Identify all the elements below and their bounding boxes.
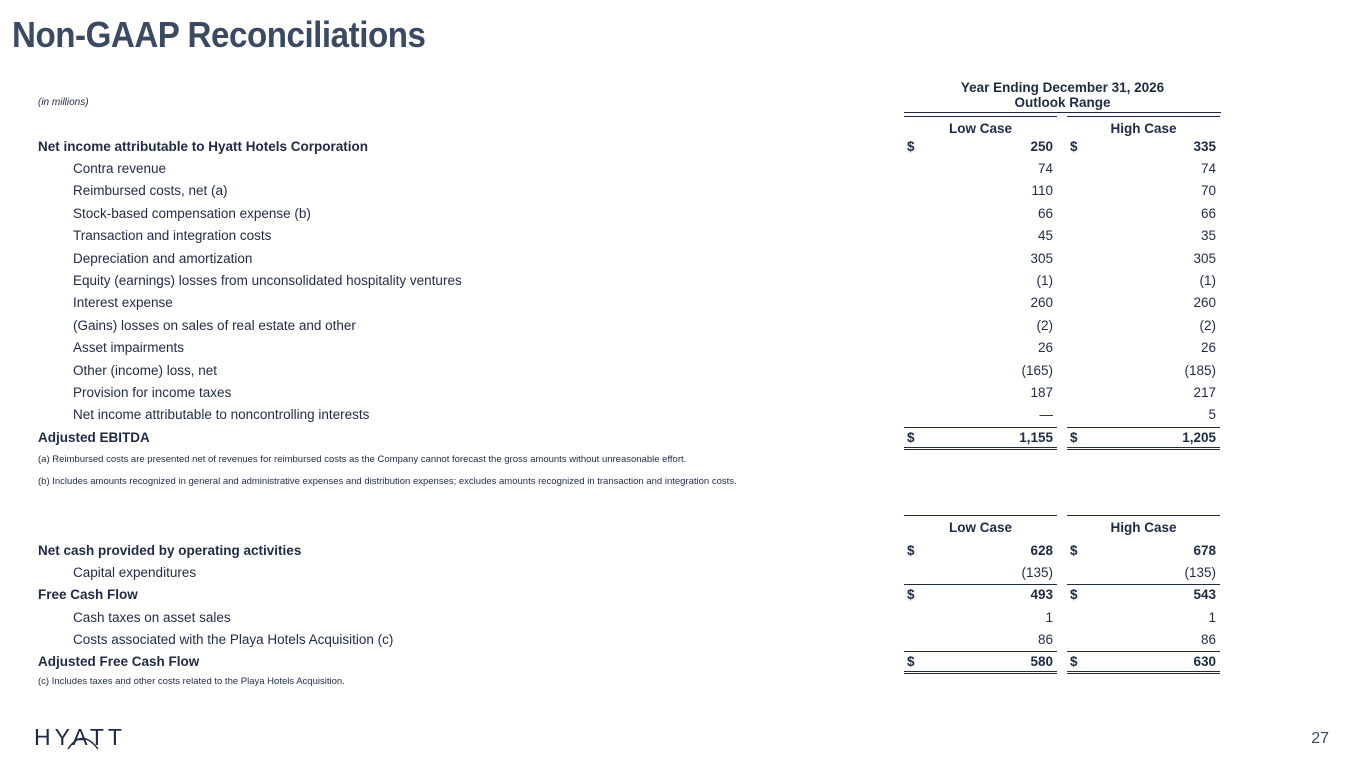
table-row — [0, 180, 1365, 202]
low-case-value: 187 — [1030, 385, 1053, 400]
ebitda-high-case-header: High Case — [1067, 116, 1220, 135]
currency-symbol: $ — [907, 139, 915, 154]
low-case-value: 66 — [1037, 206, 1053, 221]
low-case-value: 110 — [1031, 183, 1053, 198]
row-label: Cash taxes on asset sales — [73, 610, 231, 625]
row-label: Adjusted Free Cash Flow — [38, 654, 200, 669]
hyatt-logo-text: HYATT — [34, 724, 126, 750]
currency-symbol: $ — [1070, 543, 1078, 558]
low-case-value: — — [1039, 407, 1053, 422]
high-case-cell — [1067, 315, 1220, 337]
table-row — [0, 629, 1365, 651]
high-case-cell — [1067, 562, 1220, 584]
row-label: Stock-based compensation expense (b) — [73, 206, 311, 221]
row-label: Interest expense — [73, 295, 173, 310]
high-case-value: 66 — [1200, 206, 1216, 221]
fcf-high-case-header: High Case — [1067, 515, 1220, 534]
high-case-value: 70 — [1200, 183, 1216, 198]
low-case-value: (135) — [1021, 565, 1053, 580]
period-header — [904, 80, 1221, 110]
low-case-value: 260 — [1030, 295, 1053, 310]
table-row — [0, 607, 1365, 629]
low-case-value: 305 — [1030, 251, 1053, 266]
high-case-cell — [1067, 248, 1220, 270]
footnote-a: (a) Reimbursed costs are presented net of revenues for reimbursed costs as the Company cannot forecast the gross amounts without unreasonable effort. — [38, 454, 687, 465]
row-label: Adjusted EBITDA — [38, 430, 150, 445]
currency-symbol: $ — [1070, 654, 1078, 669]
table-row — [0, 136, 1365, 158]
high-case-cell — [1067, 404, 1220, 426]
high-case-value: 74 — [1200, 161, 1216, 176]
currency-symbol: $ — [907, 543, 915, 558]
table-row — [0, 382, 1365, 404]
hyatt-logo — [34, 722, 130, 752]
high-case-value: 543 — [1193, 587, 1216, 602]
row-label: (Gains) losses on sales of real estate and other — [73, 318, 356, 333]
table-row — [0, 540, 1365, 562]
table-row — [0, 404, 1365, 426]
low-case-value: 493 — [1030, 587, 1053, 602]
high-case-value: 260 — [1193, 295, 1216, 310]
currency-symbol: $ — [1070, 430, 1078, 445]
table-row — [0, 360, 1365, 382]
low-case-cell — [904, 270, 1057, 292]
row-label: Provision for income taxes — [73, 385, 232, 400]
fcf-low-case-header: Low Case — [904, 515, 1057, 534]
period-header-rule — [904, 112, 1221, 113]
table-row — [0, 562, 1365, 584]
low-case-cell — [904, 629, 1057, 651]
units-note: (in millions) — [38, 97, 89, 108]
low-case-cell — [904, 315, 1057, 337]
table-row — [0, 248, 1365, 270]
table-row-subtotal — [0, 584, 1365, 606]
page-number: 27 — [1311, 730, 1329, 747]
high-case-cell — [1067, 270, 1220, 292]
row-label: Contra revenue — [73, 161, 167, 176]
high-case-cell — [1067, 180, 1220, 202]
high-case-cell — [1067, 540, 1220, 562]
row-label: Reimbursed costs, net (a) — [73, 183, 228, 198]
period-header-line1: Year Ending December 31, 2026 — [960, 80, 1165, 95]
row-label: Equity (earnings) losses from unconsolidated hospitality ventures — [73, 273, 462, 288]
low-case-value: 580 — [1030, 654, 1053, 669]
high-case-value: (1) — [1199, 273, 1216, 288]
high-case-value: 217 — [1193, 385, 1216, 400]
table-row — [0, 158, 1365, 180]
row-label: Net cash provided by operating activities — [38, 543, 302, 558]
low-case-value: 628 — [1030, 543, 1053, 558]
high-case-value: (2) — [1199, 318, 1216, 333]
high-case-value: 26 — [1200, 340, 1216, 355]
high-case-cell — [1067, 203, 1220, 225]
high-case-cell — [1067, 382, 1220, 404]
low-case-cell — [904, 540, 1057, 562]
currency-symbol: $ — [907, 654, 915, 669]
low-case-cell — [904, 337, 1057, 359]
high-case-value: 35 — [1200, 228, 1216, 243]
low-case-value: (2) — [1036, 318, 1053, 333]
low-case-value: 86 — [1037, 632, 1053, 647]
low-case-cell — [904, 607, 1057, 629]
row-label: Other (income) loss, net — [73, 363, 218, 378]
row-label: Transaction and integration costs — [73, 228, 272, 243]
low-case-cell — [904, 292, 1057, 314]
high-case-cell — [1067, 292, 1220, 314]
high-case-cell — [1067, 337, 1220, 359]
low-case-value: (165) — [1021, 363, 1053, 378]
table-row — [0, 337, 1365, 359]
table-row — [0, 225, 1365, 247]
low-case-cell — [904, 584, 1057, 607]
table-row-total — [0, 651, 1365, 673]
low-case-value: 1,155 — [1019, 430, 1053, 445]
high-case-value: 305 — [1193, 251, 1216, 266]
footnote-c: (c) Includes taxes and other costs related to the Playa Hotels Acquisition. — [38, 676, 345, 687]
low-case-cell — [904, 382, 1057, 404]
low-case-cell — [904, 651, 1057, 674]
high-case-value: 86 — [1200, 632, 1216, 647]
low-case-cell — [904, 427, 1057, 450]
high-case-value: (135) — [1184, 565, 1216, 580]
low-case-value: 74 — [1037, 161, 1053, 176]
low-case-value: 45 — [1037, 228, 1053, 243]
high-case-value: 1,205 — [1182, 430, 1216, 445]
currency-symbol: $ — [1070, 139, 1078, 154]
table-row — [0, 292, 1365, 314]
low-case-cell — [904, 136, 1057, 158]
high-case-value: 1 — [1208, 610, 1216, 625]
currency-symbol: $ — [907, 430, 915, 445]
high-case-cell — [1067, 629, 1220, 651]
high-case-value: 630 — [1193, 654, 1216, 669]
low-case-cell — [904, 203, 1057, 225]
row-label: Asset impairments — [73, 340, 185, 355]
high-case-cell — [1067, 360, 1220, 382]
low-case-cell — [904, 404, 1057, 426]
footnote-b: (b) Includes amounts recognized in general and administrative expenses and distribution expenses; excludes amounts recognized in transaction and integration costs. — [38, 476, 737, 487]
high-case-value: 678 — [1193, 543, 1216, 558]
high-case-value: 335 — [1193, 139, 1216, 154]
low-case-value: (1) — [1036, 273, 1053, 288]
high-case-cell — [1067, 584, 1220, 607]
high-case-cell — [1067, 136, 1220, 158]
high-case-cell — [1067, 607, 1220, 629]
currency-symbol: $ — [907, 587, 915, 602]
high-case-cell — [1067, 158, 1220, 180]
table-row-total — [0, 427, 1365, 449]
low-case-cell — [904, 248, 1057, 270]
row-label: Capital expenditures — [73, 565, 197, 580]
low-case-cell — [904, 360, 1057, 382]
high-case-value: 5 — [1208, 407, 1216, 422]
low-case-cell — [904, 180, 1057, 202]
page-title: Non-GAAP Reconciliations — [12, 14, 426, 55]
low-case-cell — [904, 158, 1057, 180]
low-case-value: 1 — [1045, 610, 1053, 625]
table-row — [0, 270, 1365, 292]
low-case-cell — [904, 562, 1057, 584]
table-row — [0, 203, 1365, 225]
high-case-cell — [1067, 651, 1220, 674]
row-label: Free Cash Flow — [38, 587, 138, 602]
row-label: Net income attributable to Hyatt Hotels Corporation — [38, 139, 369, 154]
low-case-value: 26 — [1037, 340, 1053, 355]
ebitda-low-case-header: Low Case — [904, 116, 1057, 135]
high-case-value: (185) — [1184, 363, 1216, 378]
row-label: Costs associated with the Playa Hotels Acquisition (c) — [73, 632, 394, 647]
low-case-cell — [904, 225, 1057, 247]
row-label: Net income attributable to noncontrolling interests — [73, 407, 370, 422]
row-label: Depreciation and amortization — [73, 251, 253, 266]
high-case-cell — [1067, 427, 1220, 450]
period-header-line2: Outlook Range — [1014, 95, 1111, 110]
table-row — [0, 315, 1365, 337]
currency-symbol: $ — [1070, 587, 1078, 602]
high-case-cell — [1067, 225, 1220, 247]
low-case-value: 250 — [1030, 139, 1053, 154]
